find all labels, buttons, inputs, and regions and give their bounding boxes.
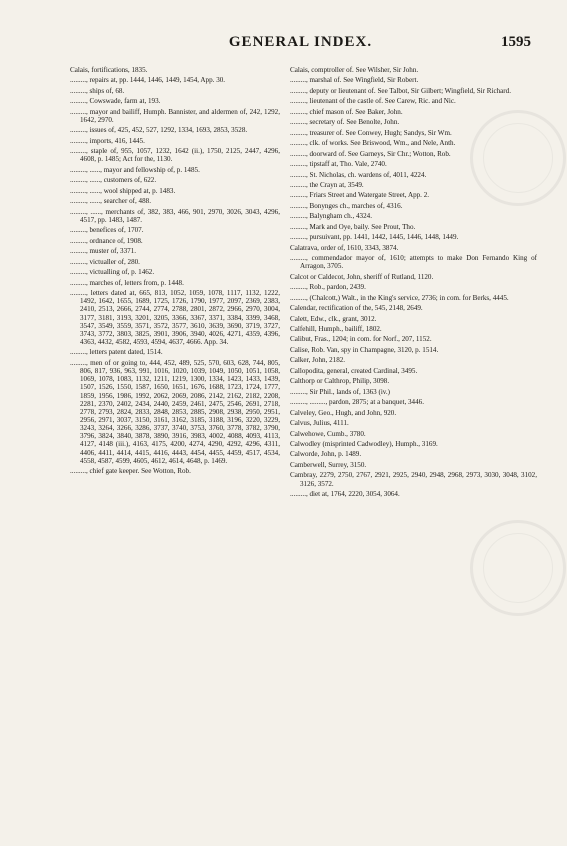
index-entry: ........., (Chalcott,) Walt., in the King's service, 2736; in com. for Berks, 4445. (290, 293, 509, 302)
index-entry: ........., lieutenant of the castle of. See Carew, Ric. and Nic. (290, 97, 456, 106)
index-entry: ........., chief gate keeper. See Wotton, Rob. (70, 467, 191, 476)
index-entry: ........., Friars Street and Watergate Street, App. 2. (290, 191, 430, 200)
index-entry: ........., letters patent dated, 1514. (70, 348, 163, 357)
index-entry: ........., the Crayn at, 3549. (290, 180, 364, 189)
index-entry: ........., issues of, 425, 452, 527, 1292, 1334, 1693, 2853, 3528. (70, 126, 248, 135)
index-entry: ........., Cowswade, farm at, 193. (70, 97, 161, 106)
index-entry: ........., secretary of. See Benolte, John. (290, 118, 400, 127)
page-number: 1595 (501, 34, 531, 50)
index-column-left (70, 66, 280, 478)
index-entry: Calibut, Fras., 1204; in com. for Norf., 207, 1152. (290, 335, 432, 344)
index-entry: ........., mayor and bailiff, Humph. Bannister, and aldermen of, 242, 1292, 1642, 2970. (70, 107, 280, 124)
index-entry: ........., treasurer of. See Conwey, Hugh; Sandys, Sir Wm. (290, 128, 452, 137)
index-entry: ........., St. Nicholas, ch. wardens of, 4011, 4224. (290, 170, 427, 179)
index-entry: ........., deputy or lieutenant of. See Talbot, Sir Gilbert; Wingfield, Sir Richard. (290, 86, 511, 95)
index-entry: ........., Mark and Oye, baily. See Prout, Tho. (290, 222, 416, 231)
index-entry: ........., marches of, letters from, p. 1448. (70, 278, 184, 287)
index-entry: Calett, Edw., clk., grant, 3012. (290, 314, 377, 323)
page-title: GENERAL INDEX. (228, 34, 373, 50)
index-entry: ........., chief mason of. See Baker, John. (290, 107, 403, 116)
index-entry: ........., diet at, 1764, 2220, 3054, 3064. (290, 489, 400, 498)
index-entry: Calwehowe, Cumb., 3780. (290, 429, 366, 438)
index-entry: ........., Balyngham ch., 4324. (290, 212, 372, 221)
index-entry: ........., ......, merchants of, 382, 383, 466, 901, 2970, 3026, 3043, 4296, 4517, pp. 1483, 1487. (70, 207, 280, 224)
index-entry: Calvus, Julius, 4111. (290, 419, 349, 428)
index-entry: Calker, John, 2182. (290, 356, 346, 365)
index-entry: Cambray, 2279, 2750, 2767, 2921, 2925, 2940, 2948, 2968, 2973, 3030, 3048, 3102, 3126, 3572. (290, 471, 537, 488)
index-entry: Callopodita, general, created Cardinal, 3495. (290, 366, 418, 375)
index-entry: ........., Bonynges ch., marches of, 4316. (290, 201, 403, 210)
index-entry: ........., ......, customers of, 622. (70, 176, 157, 185)
index-entry: ........., imports, 416, 1445. (70, 136, 145, 145)
library-stamp-lower (470, 520, 566, 616)
index-entry: ........., Sir Phil., lands of, 1363 (iv.) (290, 387, 391, 396)
index-entry: ........., ........., pardon, 2875; at a banquet, 3446. (290, 398, 424, 407)
index-entry: ........., victualling of, p. 1462. (70, 268, 155, 277)
index-entry: Calfehill, Humph., bailiff, 1802. (290, 325, 382, 334)
index-entry: ........., ships of, 68. (70, 86, 125, 95)
index-column-right (290, 66, 537, 500)
index-entry: ........., repairs at, pp. 1444, 1446, 1449, 1454, App. 30. (70, 76, 226, 85)
index-entry: ........., muster of, 3371. (70, 247, 137, 256)
index-entry: ........., ......, mayor and fellowship of, p. 1485. (70, 165, 200, 174)
index-entry: Calendar, rectification of the, 545, 2148, 2649. (290, 304, 423, 313)
index-entry: Calveley, Geo., Hugh, and John, 920. (290, 408, 397, 417)
index-entry: ........., ......, searcher of, 488. (70, 197, 151, 206)
index-entry: Calatrava, order of, 1610, 3343, 3874. (290, 243, 399, 252)
index-entry: ........., pursuivant, pp. 1441, 1442, 1445, 1446, 1448, 1449. (290, 233, 459, 242)
index-entry: ........., staple of, 955, 1057, 1232, 1642 (ii.), 1750, 2125, 2447, 4296, 4608, p. 1485; Act for the, 1130. (70, 147, 280, 164)
index-entry: ........., commendador mayor of, 1610; attempts to make Don Fernando King of Arragon, 3705. (290, 254, 537, 271)
index-entry: Calais, fortifications, 1835. (70, 66, 148, 74)
index-entry: ........., marshal of. See Wingfield, Sir Robert. (290, 76, 419, 85)
index-entry: Calais, comptroller of. See Wilsher, Sir John. (290, 66, 419, 74)
index-entry: Calcot or Caldecot, John, sheriff of Rutland, 1120. (290, 272, 434, 281)
index-entry: ........., letters dated at, 665, 813, 1052, 1059, 1078, 1117, 1132, 1222, 1492, 1642, 1655, 1689, 1725, 1726, 1790, 1977, 2097, 2369, 2383, 2410, 2513, 2666, 2744, 2774, 2788, 2801, 2872, 2966, 2970, 3004, 3177, 3181, 3193, 3201, 3205, 3366, 3367, 3371, 3384, 3399, 3468, 3547, 3549, 3559, 3571, 3572, 3577, 3610, 3639, 3690, 3719, 3727, 3743, 3772, 3803, 3825, 3901, 3906, 3940, 4026, 4271, 4359, 4396, 4363, 4432, 4582, 4593, 4594, 4637, 4666. App. 34. (70, 289, 280, 347)
index-entry: ........., benefices of, 1707. (70, 226, 144, 235)
index-entry: Calise, Rob. Van, spy in Champagne, 3120, p. 1514. (290, 345, 439, 354)
index-entry: Camberwell, Surrey, 3150. (290, 460, 367, 469)
index-entry: ........., doorward of. See Garneys, Sir Chr.; Wotton, Rob. (290, 149, 451, 158)
index-entry: ........., Rob., pardon, 2439. (290, 283, 366, 292)
index-entry: Calwodley (misprinted Cadwodley), Humph., 3169. (290, 440, 438, 449)
index-entry: ........., men of or going to, 444, 452, 489, 525, 570, 603, 628, 744, 805, 806, 817, 936, 963, 991, 1016, 1020, 1039, 1049, 1050, 1051, 1058, 1069, 1078, 1083, 1132, 1211, 1219, 1300, 1334, 1423, 1433, 1439, 1507, 1526, 1550, 1587, 1650, 1651, 1676, 1688, 1723, 1724, 1777, 1859, 1956, 1986, 1992, 2062, 2069, 2086, 2142, 2162, 2182, 2208, 2281, 2370, 2402, 2434, 2440, 2459, 2461, 2475, 2546, 2691, 2718, 2778, 2793, 2824, 2833, 2848, 2853, 2885, 2908, 2938, 2950, 2951, 2956, 2971, 3037, 3150, 3161, 3162, 3185, 3188, 3196, 3220, 3229, 3243, 3264, 3266, 3286, 3737, 3740, 3753, 3760, 3778, 3782, 3790, 3796, 3824, 3840, 3878, 3890, 3916, 3983, 4002, 4088, 4093, 4113, 4127, 4148 (iii.), 4163, 4175, 4200, 4274, 4290, 4292, 4296, 4311, 4406, 4411, 4414, 4415, 4416, 4443, 4454, 4455, 4459, 4517, 4534, 4558, 4587, 4599, 4605, 4612, 4614, 4648, p. 1469. (70, 358, 280, 465)
index-entry: ........., clk. of works. See Briswood, Wm., and Nele, Anth. (290, 139, 456, 148)
page-header (70, 34, 531, 56)
index-entry: ........., ......, wool shipped at, p. 1483. (70, 186, 176, 195)
index-entry: ........., ordnance of, 1908. (70, 236, 143, 245)
index-entry: Calthorp or Calthrop, Philip, 3098. (290, 377, 390, 386)
index-entry: Calworde, John, p. 1489. (290, 450, 362, 459)
index-entry: ........., victualler of, 280. (70, 257, 140, 266)
index-entry: ........., tipstaff at, Tho. Vale, 2740. (290, 160, 387, 169)
